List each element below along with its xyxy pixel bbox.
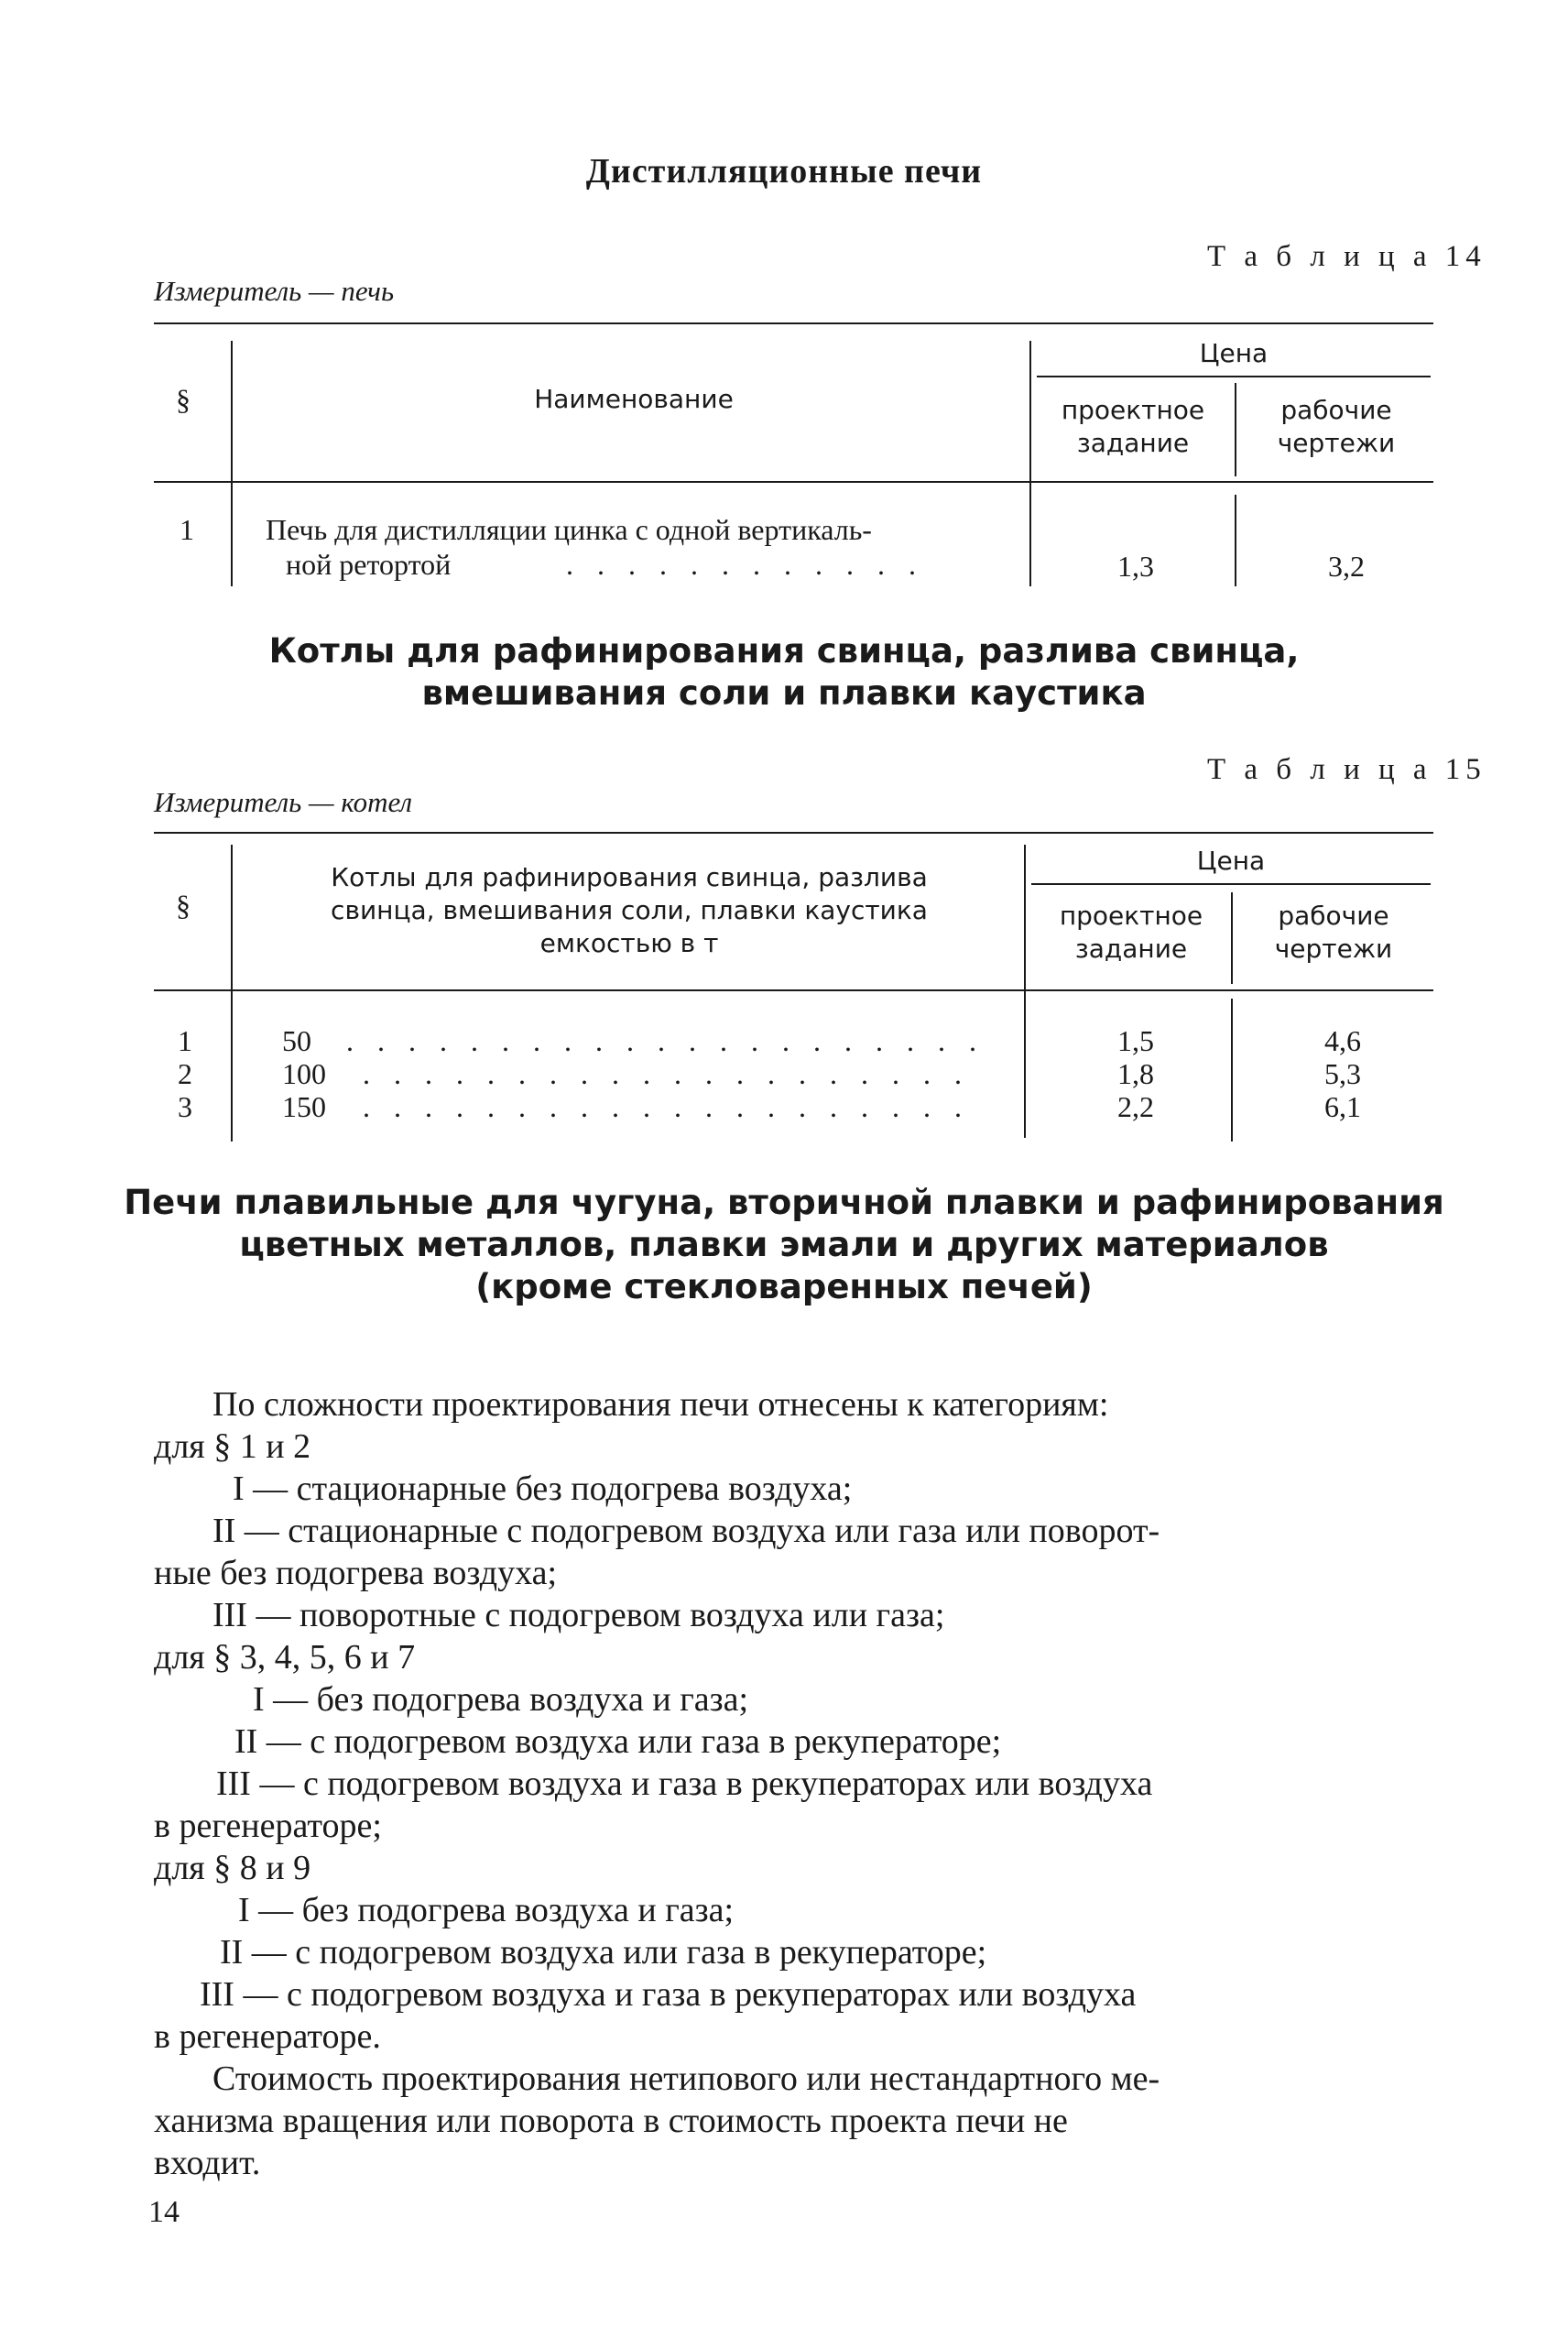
body-line: входит. xyxy=(154,2144,261,2182)
row-number: 1 xyxy=(178,1024,192,1057)
table-number-15: Т а б л и ц а 15 xyxy=(1207,753,1486,786)
header-price: Цена xyxy=(1199,338,1269,368)
price-subheader-rule xyxy=(1031,883,1431,885)
header-section-sign: § xyxy=(176,383,191,416)
body-line: в регенераторе. xyxy=(154,2017,381,2056)
body-line: для § 1 и 2 xyxy=(154,1427,311,1466)
section-title-melting-furnaces xyxy=(0,1182,1568,1308)
body-line: ные без подогрева воздуха; xyxy=(154,1554,558,1592)
section-title-line: вмешивания соли и плавки каустика xyxy=(421,673,1147,713)
body-line: ханизма вращения или поворота в стоимость проекта печи не xyxy=(154,2102,1068,2140)
leader-dots: . . . . . . . . . . . . . . . . . . . . . xyxy=(346,1024,985,1057)
leader-dots: . . . . . . . . . . . . xyxy=(566,548,924,581)
header-bottom-rule xyxy=(154,989,1433,991)
section-title-line: Котлы для рафинирования свинца, разлива свинца, xyxy=(268,631,1300,671)
page-number: 14 xyxy=(148,2195,180,2229)
meter-label-14: Измеритель — печь xyxy=(154,275,395,307)
col-divider xyxy=(231,341,233,586)
row-name-line2: ной ретортой xyxy=(286,548,452,581)
col-divider xyxy=(231,845,233,1142)
body-line: I — без подогрева воздуха и газа; xyxy=(238,1891,735,1929)
header-name-line: свинца, вмешивания соли, плавки каустика xyxy=(331,895,928,925)
body-line: III — поворотные с подогревом воздуха или газа; xyxy=(212,1596,945,1634)
table-top-rule xyxy=(154,832,1433,834)
cell-working-drawings: 3,2 xyxy=(1328,550,1365,583)
col-divider xyxy=(1235,383,1236,476)
body-line: I — без подогрева воздуха и газа; xyxy=(253,1680,749,1719)
cell-working-drawings: 4,6 xyxy=(1324,1024,1361,1057)
body-line: для § 3, 4, 5, 6 и 7 xyxy=(154,1638,416,1677)
cell-working-drawings: 5,3 xyxy=(1324,1057,1361,1090)
cell-design-task: 1,5 xyxy=(1117,1024,1154,1057)
body-line: III — с подогревом воздуха и газа в рекуператорах или воздуха xyxy=(200,1975,1137,2014)
row-capacity: 150 xyxy=(282,1090,326,1123)
header-section-sign: § xyxy=(176,889,191,922)
header-name xyxy=(240,861,1018,960)
row-number: 2 xyxy=(178,1057,192,1090)
row-number: 3 xyxy=(178,1090,192,1123)
body-line: Стоимость проектирования нетипового или нестандартного ме- xyxy=(212,2059,1160,2098)
row-capacity: 50 xyxy=(282,1024,311,1057)
row-capacity: 100 xyxy=(282,1057,326,1090)
body-line: По сложности проектирования печи отнесены к категориям: xyxy=(212,1385,1109,1424)
header-name: Наименование xyxy=(534,384,734,414)
table-top-rule xyxy=(154,322,1433,324)
col-divider xyxy=(1024,845,1026,1138)
header-name-line: Котлы для рафинирования свинца, разлива xyxy=(331,862,928,892)
section-title-line: Печи плавильные для чугуна, вторичной плавки и рафинирования xyxy=(124,1183,1444,1222)
section-title-distillation: Дистилляционные печи xyxy=(585,152,983,191)
body-line: II — стационарные с подогревом воздуха или газа или поворот- xyxy=(212,1512,1160,1550)
col-divider xyxy=(1231,999,1233,1142)
body-line: III — с подогревом воздуха и газа в рекуператорах или воздуха xyxy=(216,1764,1153,1803)
section-title-line: цветных металлов, плавки эмали и других материалов xyxy=(239,1225,1329,1264)
body-line: II — с подогревом воздуха или газа в рекуператоре; xyxy=(220,1933,987,1972)
section-title-kettles xyxy=(0,630,1568,715)
header-bottom-rule xyxy=(154,481,1433,483)
header-design-task: проектное задание xyxy=(1059,901,1203,964)
cell-design-task: 2,2 xyxy=(1117,1090,1154,1123)
cell-working-drawings: 6,1 xyxy=(1324,1090,1361,1123)
body-line: II — с подогревом воздуха или газа в рекуператоре; xyxy=(234,1722,1002,1761)
body-line: для § 8 и 9 xyxy=(154,1849,311,1887)
body-line: I — стационарные без подогрева воздуха; xyxy=(233,1469,853,1508)
row-name-line1: Печь для дистилляции цинка с одной вертикаль- xyxy=(266,513,872,546)
col-divider xyxy=(1029,341,1031,586)
leader-dots: . . . . . . . . . . . . . . . . . . . . xyxy=(363,1057,970,1090)
section-title-line: (кроме стекловаренных печей) xyxy=(475,1267,1093,1306)
header-name-line: емкостью в т xyxy=(539,928,719,958)
col-divider xyxy=(1235,495,1236,586)
cell-design-task: 1,3 xyxy=(1117,550,1154,583)
header-working-drawings: рабочие чертежи xyxy=(1277,395,1396,458)
row-number: 1 xyxy=(180,513,194,546)
header-price: Цена xyxy=(1196,846,1266,876)
body-line: в регенераторе; xyxy=(154,1807,382,1845)
col-divider xyxy=(1231,892,1233,984)
header-working-drawings: рабочие чертежи xyxy=(1274,901,1393,964)
meter-label-15: Измеритель — котел xyxy=(154,786,413,818)
cell-design-task: 1,8 xyxy=(1117,1057,1154,1090)
header-design-task: проектное задание xyxy=(1061,395,1205,458)
leader-dots: . . . . . . . . . . . . . . . . . . . . xyxy=(363,1090,970,1123)
table-number-14: Т а б л и ц а 14 xyxy=(1207,240,1486,273)
price-subheader-rule xyxy=(1037,376,1431,377)
